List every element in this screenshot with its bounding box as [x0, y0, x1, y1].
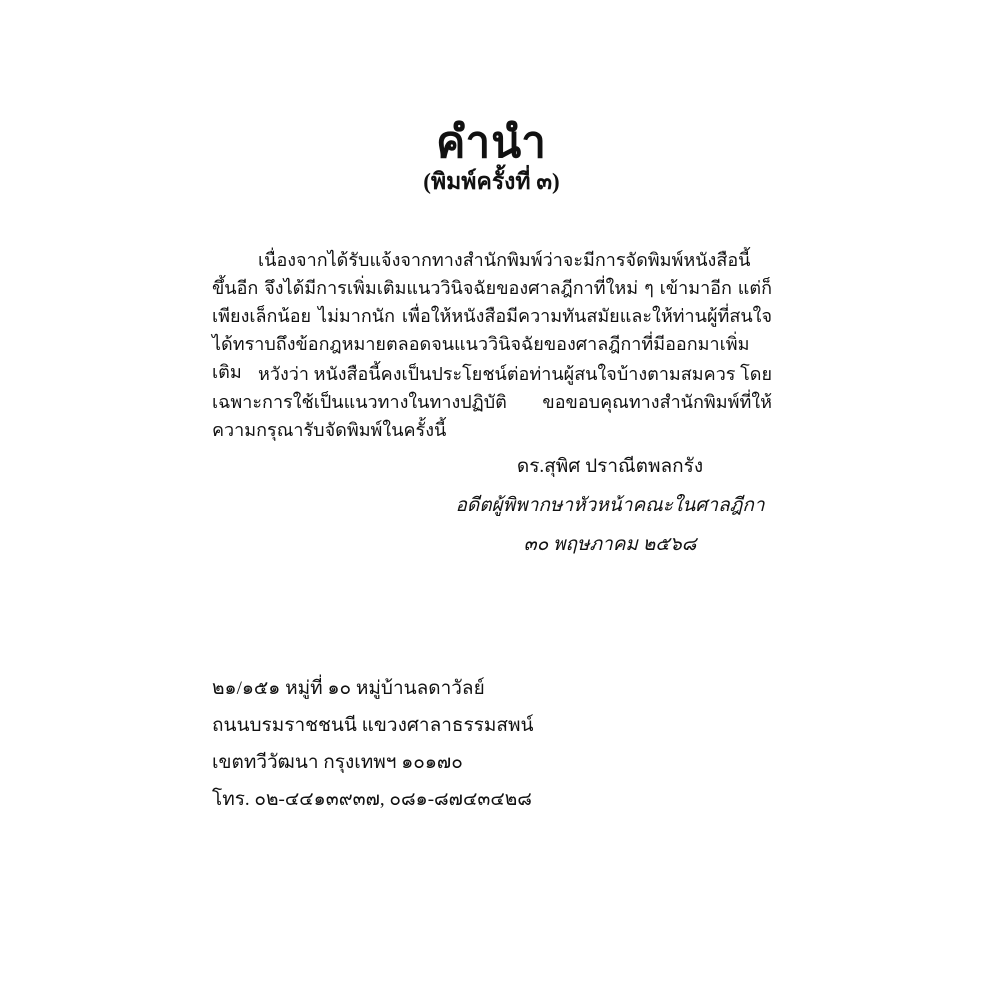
- page-title: คำนำ: [436, 118, 547, 168]
- signature-block: [440, 456, 780, 573]
- author-position: อดีตผู้พิพากษาหัวหน้าคณะในศาลฎีกา: [455, 495, 765, 516]
- address-line-phone: โทร. ๐๒-๔๔๑๓๙๓๗, ๐๘๑-๘๗๔๓๔๒๘: [212, 789, 532, 810]
- signature-date: ๓๐ พฤษภาคม ๒๕๖๘: [523, 534, 697, 555]
- paragraph-block-2: [212, 360, 772, 444]
- address-block: [212, 678, 712, 826]
- paragraph-text: หวังว่า หนังสือนี้คงเป็นประโยชน์ต่อท่านผู้สนใจบ้างตามสมควร โดยเฉพาะการใช้เป็นแนวทางในทางปฏิบัติ ขอขอบคุณทางสำนักพิมพ์ที่ให้ความกรุณารับจัดพิมพ์ในครั้งนี้: [212, 364, 772, 440]
- address-line-district: เขตทวีวัฒนา กรุงเทพฯ ๑๐๑๗๐: [212, 752, 463, 773]
- address-line-house: ๒๑/๑๕๑ หมู่ที่ ๑๐ หมู่บ้านลดาวัลย์: [212, 678, 485, 699]
- page-subtitle-edition: (พิมพ์ครั้งที่ ๓): [423, 169, 560, 195]
- paragraph-text: เนื่องจากได้รับแจ้งจากทางสำนักพิมพ์ว่าจะมีการจัดพิมพ์หนังสือนี้ขึ้นอีก จึงได้มีการเพิ่มเติมแนววินิจฉัยของศาลฎีกาที่ใหม่ ๆ เข้ามาอีก แต่ก็เพียงเล็กน้อย ไม่มากนัก เพื่อให้หนังสือมีความทันสมัยและให้ท่านผู้ที่สนใจได้ทราบถึงข้อกฎหมายตลอดจนแนววินิจฉัยของศาลฎีกาที่มีออกมาเพิ่มเติม: [212, 250, 772, 382]
- author-name: ดร.สุพิศ ปราณีตพลกรัง: [516, 456, 704, 477]
- address-line-road: ถนนบรมราชชนนี แขวงศาลาธรรมสพน์: [212, 715, 534, 736]
